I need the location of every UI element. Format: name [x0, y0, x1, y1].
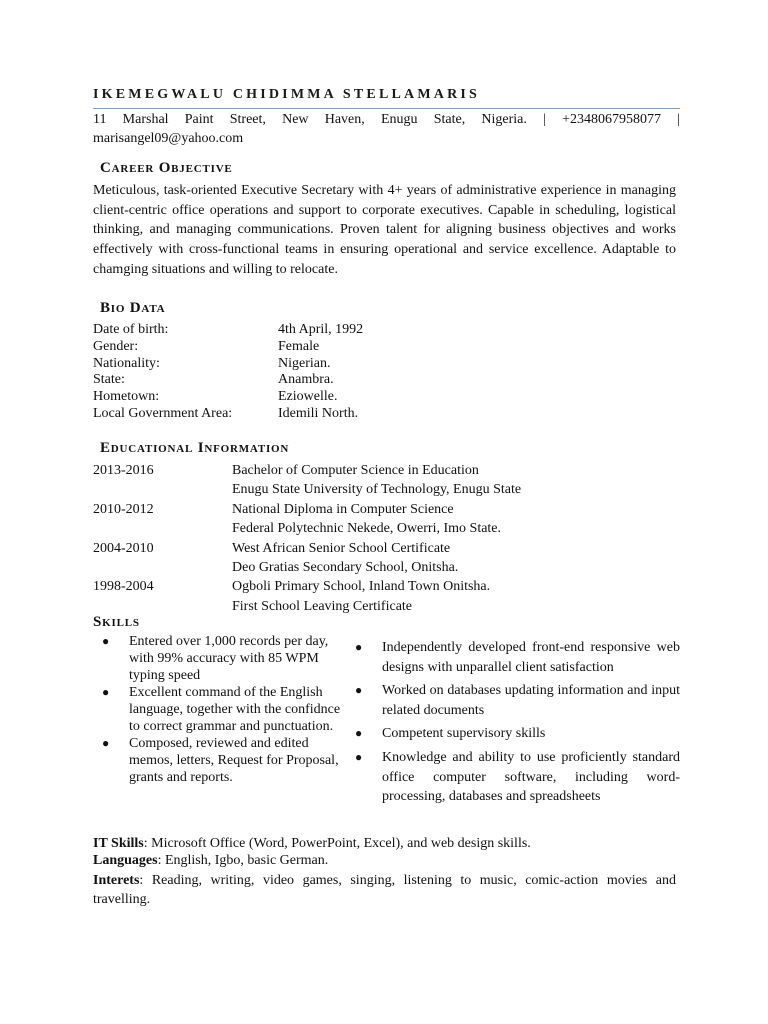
bullet-icon: ● [102, 736, 110, 750]
bio-row [93, 406, 493, 423]
education-years: 2004-2010 [93, 540, 154, 556]
education-entry [93, 577, 653, 616]
bio-label: Nationality: [93, 355, 160, 371]
skills-left-list [102, 633, 352, 786]
bio-label: Gender: [93, 338, 139, 354]
bio-row [93, 389, 493, 406]
skill-item [102, 633, 352, 684]
education-entry [93, 539, 653, 578]
bio-row [93, 322, 493, 339]
career-objective-text: Meticulous, task-oriented Executive Secretary with 4+ years of administrative experience in managing client-centric office operations and support to corporate executives. Capable in scheduling, logistical thinking, and managing communications. Proven talent for aligning business objectives and works effectively with cross-functional teams in ensuring operational and service excellence. Adaptable to chamging situations and willing to relocate. [93, 183, 676, 277]
bio-label: Date of birth: [93, 322, 169, 337]
bio-label: Hometown: [93, 389, 160, 405]
bullet-icon: ● [355, 749, 363, 764]
skills-right-list [355, 638, 680, 807]
skill-text: Worked on databases updating information and input related documents [382, 683, 680, 718]
interests-line [93, 871, 676, 909]
education-heading: Educational Information [100, 440, 290, 456]
languages-value: : English, Igbo, basic German. [157, 853, 329, 868]
applicant-name: IKEMEGWALU CHIDIMMA STELLAMARIS [93, 87, 481, 102]
bio-label: State: [93, 372, 125, 388]
skill-item [102, 735, 352, 786]
bio-label: Local Government Area: [93, 405, 233, 421]
bio-row [93, 356, 493, 373]
skill-text: Independently developed front-end responsive web designs with unparallel client satisfaction [382, 640, 680, 675]
education-line: Deo Gratias Secondary School, Onitsha. [232, 560, 459, 576]
bio-value: Idemili North. [278, 405, 359, 421]
bullet-icon: ● [355, 683, 363, 698]
education-years: 1998-2004 [93, 579, 154, 595]
education-years: 2013-2016 [93, 463, 154, 478]
education-line: Bachelor of Computer Science in Education [232, 463, 479, 478]
bullet-icon: ● [102, 685, 110, 699]
it-skills-label: IT Skills [93, 836, 144, 851]
skills-heading: Skills [93, 614, 140, 630]
bio-value: Anambra. [278, 372, 334, 388]
education-line: National Diploma in Computer Science [232, 501, 454, 517]
bio-data-heading: Bio Data [100, 300, 166, 316]
education-list [93, 461, 653, 616]
header-divider [93, 108, 680, 109]
education-entry [93, 461, 653, 500]
education-line: West African Senior School Certificate [232, 540, 451, 556]
interests-value: : Reading, writing, video games, singing, listening to music, comic-action movies and travelling. [93, 873, 676, 907]
education-entry [93, 500, 653, 539]
bio-value: Nigerian. [278, 355, 331, 371]
skill-item [355, 748, 680, 807]
bio-row [93, 372, 493, 389]
bullet-icon: ● [355, 726, 363, 741]
education-line: Federal Polytechnic Nekede, Owerri, Imo State. [232, 521, 502, 537]
contact-line: 11 Marshal Paint Street, New Haven, Enugu State, Nigeria. | +2348067958077 | marisangel09@yahoo.com [93, 112, 680, 146]
interests-label: Interets [93, 873, 140, 888]
skill-text: Excellent command of the English language, together with the confidnce to correct grammar and punctuation. [129, 685, 341, 734]
skill-item [355, 681, 680, 720]
languages-line [93, 851, 676, 870]
skill-text: Entered over 1,000 records per day, with 99% accuracy with 85 WPM typing speed [129, 634, 329, 683]
skill-item [355, 724, 680, 744]
it-skills-value: : Microsoft Office (Word, PowerPoint, Excel), and web design skills. [143, 836, 531, 851]
education-line: First School Leaving Certificate [232, 598, 413, 614]
bio-row [93, 339, 493, 356]
skill-text: Knowledge and ability to use proficiently standard office computer software, including word-processing, databases and spreadsheets [382, 749, 680, 805]
skill-text: Composed, reviewed and edited memos, letters, Request for Proposal, grants and reports. [129, 736, 339, 785]
bullet-icon: ● [102, 634, 110, 648]
education-line: Enugu State University of Technology, Enugu State [232, 482, 522, 498]
bio-value: Eziowelle. [278, 389, 338, 405]
education-line: Ogboli Primary School, Inland Town Onitsha. [232, 579, 491, 595]
bio-value: 4th April, 1992 [278, 322, 364, 337]
languages-label: Languages [93, 853, 158, 868]
education-years: 2010-2012 [93, 501, 154, 517]
bio-data-list [93, 322, 493, 423]
bio-value: Female [278, 338, 320, 354]
bullet-icon: ● [355, 640, 363, 654]
skill-item [102, 684, 352, 735]
career-objective-heading: Career Objective [100, 160, 233, 176]
skill-text: Competent supervisory skills [382, 726, 546, 742]
skill-item [355, 638, 680, 677]
